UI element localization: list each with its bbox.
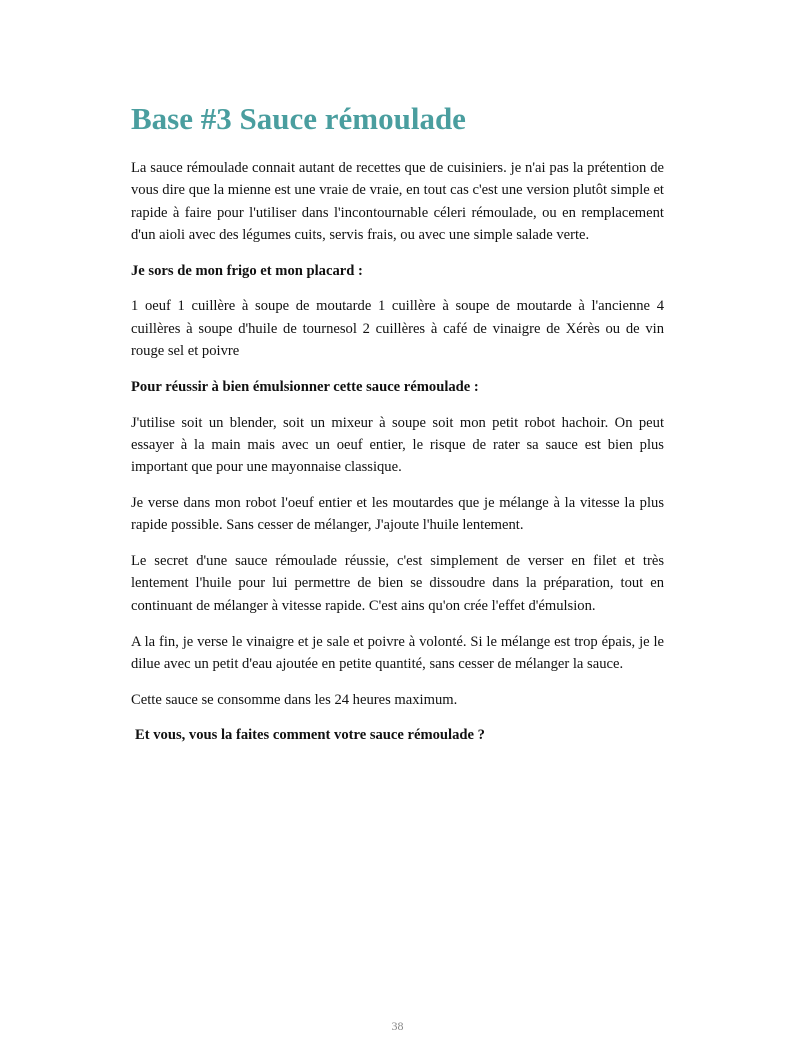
method-paragraph-1: J'utilise soit un blender, soit un mixeur à soupe soit mon petit robot hachoir. On peut essayer à la main mais avec un oeuf entier, le risque de rater sa sauce est bien plus important que pour une mayonnaise classique. xyxy=(131,414,664,476)
ingredients-heading: Je sors de mon frigo et mon placard : xyxy=(131,262,363,279)
method-paragraph-3: Le secret d'une sauce rémoulade réussie, c'est simplement de verser en filet et très lentement l'huile pour lui permettre de bien se dissoudre dans la préparation, tout en continuant de mélanger à vitesse rapide. C'est ains qu'on crée l'effet d'émulsion. xyxy=(131,553,664,614)
storage-paragraph: Cette sauce se consomme dans les 24 heures maximum. xyxy=(131,691,458,708)
page-number: 38 xyxy=(391,1019,404,1033)
article-body xyxy=(131,157,664,760)
closing-question: Et vous, vous la faites comment votre sauce rémoulade ? xyxy=(135,727,485,744)
method-heading: Pour réussir à bien émulsionner cette sauce rémoulade : xyxy=(131,378,479,395)
page-title: Base #3 Sauce rémoulade xyxy=(131,101,466,136)
method-paragraph-2: Je verse dans mon robot l'oeuf entier et les moutardes que je mélange à la vitesse la plus rapide possible. Sans cesser de mélanger, J'ajoute l'huile lentement. xyxy=(131,495,664,534)
method-paragraph-4: A la fin, je verse le vinaigre et je sale et poivre à volonté. Si le mélange est trop épais, je le dilue avec un petit d'eau ajoutée en petite quantité, sans cesser de mélanger la sauce. xyxy=(131,633,664,672)
intro-paragraph: La sauce rémoulade connait autant de recettes que de cuisiniers. je n'ai pas la prétention de vous dire que la mienne est une vraie de vraie, en tout cas c'est une version plutôt simple et rapide à faire pour l'utiliser dans l'incontournable céleri rémoulade, ou en remplacement d'un aioli avec des légumes cuits, servis frais, ou avec une simple salade verte. xyxy=(131,160,664,243)
ingredients-paragraph: 1 oeuf 1 cuillère à soupe de moutarde 1 cuillère à soupe de moutarde à l'ancienne 4 cuillères à soupe d'huile de tournesol 2 cuillères à café de vinaigre de Xérès ou de vin rouge sel et poivre xyxy=(131,298,664,360)
